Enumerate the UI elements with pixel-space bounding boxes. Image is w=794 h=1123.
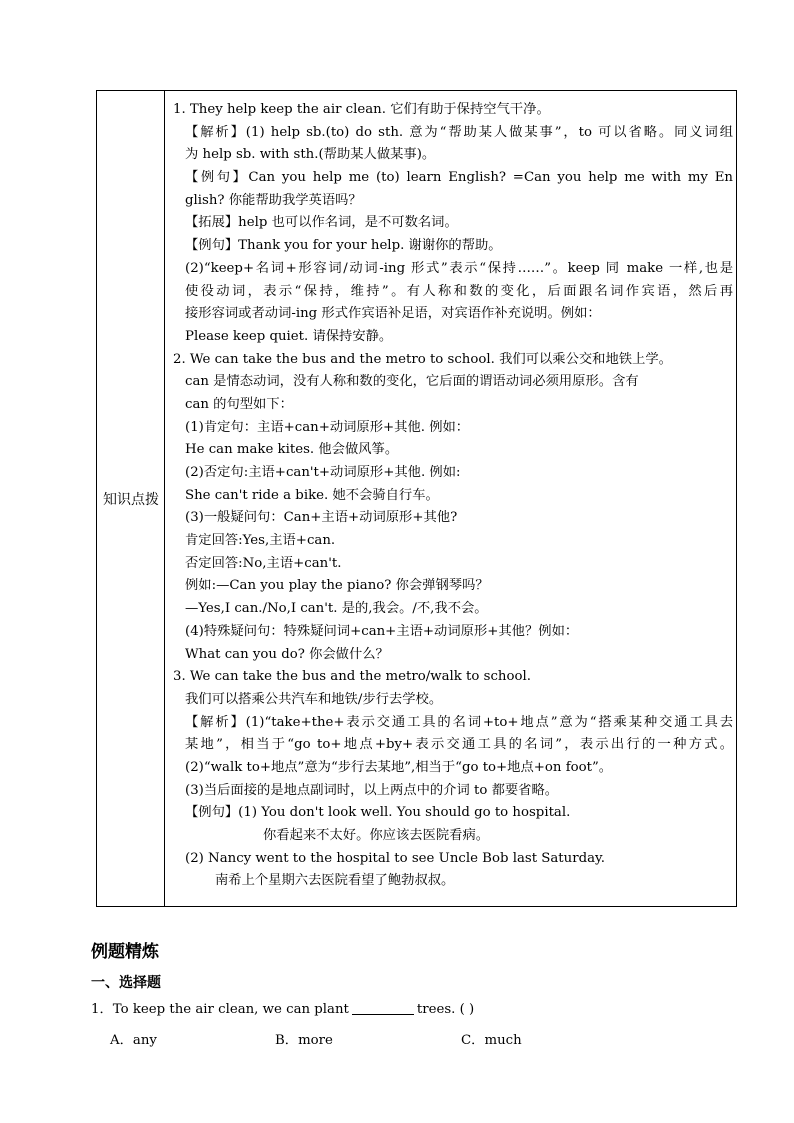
line-28: 【解析】(1)“take+the+表示交通工具的名词+to+地点”意为“搭乘某种交通工具去 — [185, 714, 733, 730]
line-17: (2)否定句:主语+can't+动词原形+其他. 例如: — [185, 465, 461, 480]
knowledge-table — [96, 90, 737, 907]
line-30: (2)“walk to+地点”意为“步行去某地”,相当于“go to+地点+on foot”。 — [185, 759, 613, 775]
subsection-title: 一、选择题 — [91, 975, 161, 991]
line-2: 【解析】(1) help sb.(to) do sth. 意为“帮助某人做某事”，to 可以省略。同义词组 — [185, 124, 733, 140]
line-21: 否定回答:No,主语+can't. — [185, 555, 342, 571]
content-cell — [173, 99, 733, 893]
answer-blank[interactable] — [352, 1014, 414, 1015]
label-text: 知识点拨 — [103, 492, 159, 508]
line-9: 使役动词，表示“保持，维持”。有人称和数的变化，后面跟名词作宾语，然后再 — [185, 283, 733, 299]
question-1-stem: 1．To keep the air clean, we can plant — [91, 1002, 349, 1017]
line-19: (3)一般疑问句：Can+主语+动词原形+其他? — [185, 510, 458, 526]
line-24: (4)特殊疑问句：特殊疑问词+can+主语+动词原形+其他？例如： — [185, 623, 579, 639]
option-a[interactable]: A．any — [110, 1033, 157, 1048]
line-4: 【例句】Can you help me (to) learn English? =Can you help me with my En — [185, 170, 733, 186]
line-35: 南希上个星期六去医院看望了鲍勃叔叔。 — [215, 873, 455, 889]
label-cell — [97, 91, 165, 906]
line-31: (3)当后面接的是地点副词时，以上两点中的介词 to 都要省略。 — [185, 782, 559, 798]
line-27: 我们可以搭乘公共汽车和地铁/步行去学校。 — [185, 691, 443, 707]
line-6: 【拓展】help 也可以作名词，是不可数名词。 — [185, 215, 458, 231]
question-1-tail: trees. ( ) — [416, 1002, 475, 1017]
line-34: (2) Nancy went to the hospital to see Uncle Bob last Saturday. — [185, 850, 605, 866]
line-29: 某地”，相当于“go to+地点+by+表示交通工具的名词”，表示出行的一种方式。 — [185, 737, 733, 753]
line-11: Please keep quiet. 请保持安静。 — [185, 328, 393, 344]
line-8: (2)“keep+名词+形容词/动词-ing 形式”表示“保持……”。keep 同 make 一样,也是 — [185, 260, 733, 276]
line-15: (1)肯定句：主语+can+动词原形+其他. 例如： — [185, 419, 470, 435]
question-1 — [91, 998, 474, 1017]
line-22: 例如:—Can you play the piano? 你会弹钢琴吗？ — [185, 578, 489, 594]
section-title: 例题精炼 — [91, 942, 159, 962]
line-25: What can you do? 你会做什么？ — [185, 646, 389, 662]
line-33: 你看起来不太好。你应该去医院看病。 — [263, 828, 490, 843]
line-1: 1. They help keep the air clean. 它们有助于保持空气干净。 — [173, 102, 550, 117]
line-23: —Yes,I can./No,I can't. 是的,我会。/不,我不会。 — [185, 601, 488, 617]
line-10: 接形容词或者动词-ing 形式作宾语补足语，对宾语作补充说明。例如： — [185, 306, 601, 322]
line-5: glish? 你能帮助我学英语吗？ — [185, 192, 362, 208]
line-16: He can make kites. 他会做风筝。 — [185, 442, 399, 458]
line-14: can 的句型如下： — [185, 396, 293, 412]
line-20: 肯定回答:Yes,主语+can. — [185, 533, 336, 549]
line-13: can 是情态动词，没有人称和数的变化，它后面的谓语动词必须用原形。含有 — [185, 374, 639, 390]
line-32: 【例句】(1) You don't look well. You should go to hospital. — [185, 805, 571, 821]
line-26: 3. We can take the bus and the metro/walk to school. — [173, 669, 531, 685]
line-18: She can't ride a bike. 她不会骑自行车。 — [185, 487, 439, 503]
option-c[interactable]: C．much — [461, 1033, 522, 1048]
line-7: 【例句】Thank you for your help. 谢谢你的帮助。 — [185, 238, 502, 254]
line-12: 2. We can take the bus and the metro to school. 我们可以乘公交和地铁上学。 — [173, 351, 672, 367]
option-b[interactable]: B．more — [275, 1033, 333, 1048]
line-3: 为 help sb. with sth.(帮助某人做某事)。 — [185, 147, 436, 163]
